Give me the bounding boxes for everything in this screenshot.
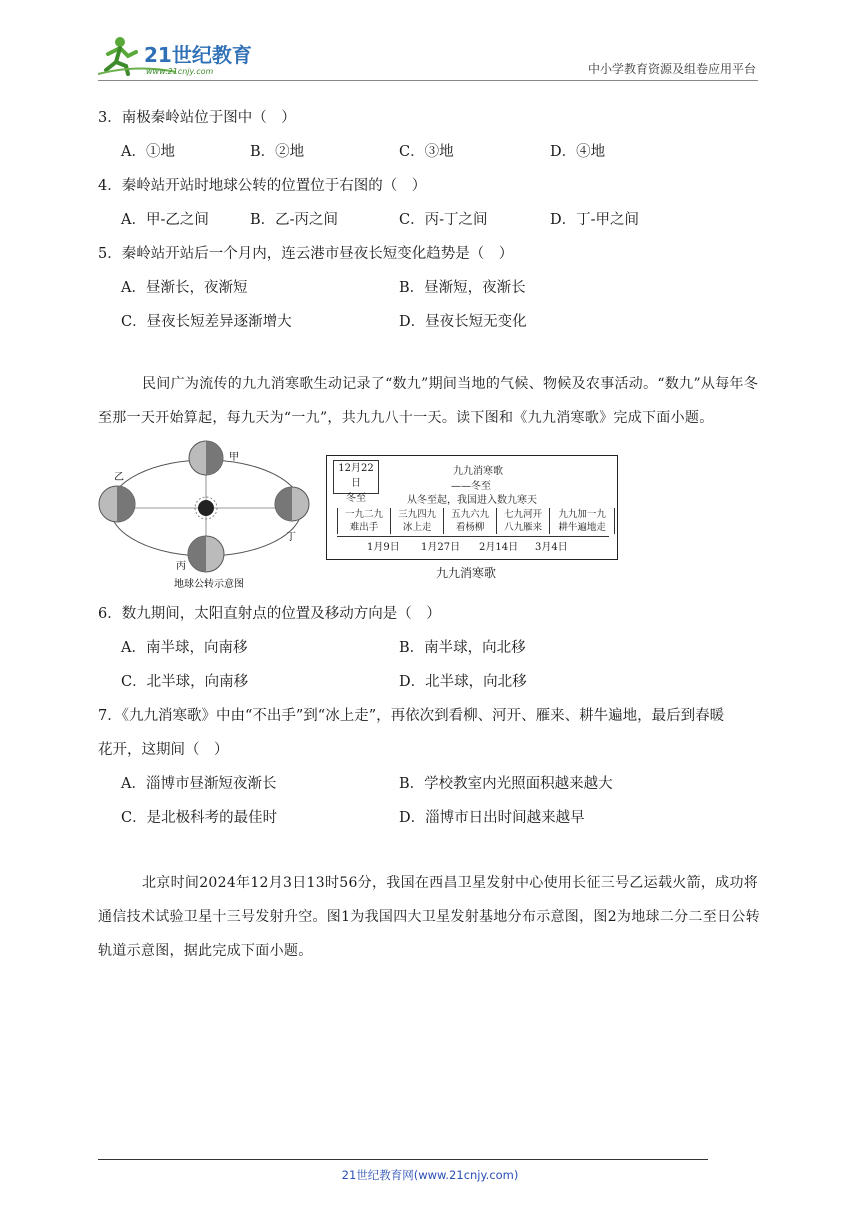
- q7-option-a: A．淄博市昼渐短夜渐长: [121, 776, 277, 792]
- song-cell-1: 一九二九 难出手: [338, 508, 391, 534]
- date-box: [333, 460, 379, 504]
- q5-option-a: A．昼渐长，夜渐短: [121, 280, 248, 296]
- song-timeline: [337, 536, 609, 537]
- q5-option-c: C．昼夜长短差异逐渐增大: [121, 314, 292, 330]
- orbit-caption: 地球公转示意图: [174, 579, 244, 590]
- song-date-4: 3月4日: [535, 542, 568, 553]
- passage-nine-nine: 民间广为流传的九九消寒歌生动记录了“数九”期间当地的气候、物候及农事活动。“数九”从每年冬至那一天开始算起，每九天为“一九”，共九九八十一天。读下图和《九九消寒歌》完成下面小题。: [98, 376, 759, 426]
- earth-top: [189, 441, 223, 475]
- song-subtitle: ——冬至: [451, 481, 491, 492]
- q6-option-b: B．南半球，向北移: [399, 640, 526, 656]
- q5-stem: 5．秦岭站开站后一个月内，连云港市昼夜长短变化趋势是（ ）: [98, 246, 514, 262]
- song-note: 从冬至起，我国进入数九寒天: [407, 495, 537, 506]
- passage-launch: 北京时间2024年12月3日13时56分，我国在西昌卫星发射中心使用长征三号乙运载火箭，成功将通信技术试验卫星十三号发射升空。图1为我国四大卫星发射基地分布示意图，图2为地球二分二至日公转轨道示意图，据此完成下面小题。: [98, 875, 760, 959]
- q6-stem: 6．数九期间，太阳直射点的位置及移动方向是（ ）: [98, 606, 441, 622]
- q6-option-c: C．北半球，向南移: [121, 674, 249, 690]
- q4-stem: 4．秦岭站开站时地球公转的位置位于右图的（ ）: [98, 178, 427, 194]
- song-cell-3: 五九六九 看杨柳: [444, 508, 497, 534]
- song-cell-2: 三九四九 冰上走: [391, 508, 444, 534]
- q6-option-d: D．北半球，向北移: [399, 674, 527, 690]
- q3-option-b: B．②地: [250, 144, 305, 160]
- q4-option-c: C．丙-丁之间: [399, 212, 488, 228]
- song-caption: 九九消寒歌: [436, 566, 497, 580]
- q3-option-a: A．①地: [121, 144, 175, 160]
- q4-option-d: D．丁-甲之间: [550, 212, 640, 228]
- q4-option-a: A．甲-乙之间: [121, 212, 209, 228]
- q5-option-d: D．昼夜长短无变化: [399, 314, 527, 330]
- earth-right: [275, 487, 309, 521]
- song-cell-4: 七九河开 八九雁来: [497, 508, 550, 534]
- q7-option-d: D．淄博市日出时间越来越早: [399, 810, 585, 826]
- header-divider: [98, 80, 758, 81]
- label-yi: 乙: [114, 472, 124, 483]
- q7-option-b: B．学校教室内光照面积越来越大: [399, 776, 613, 792]
- song-cells-row: [337, 508, 617, 534]
- q5-option-b: B．昼渐短，夜渐长: [399, 280, 526, 296]
- q6-option-a: A．南半球，向南移: [121, 640, 248, 656]
- q4-option-b: B．乙-丙之间: [250, 212, 339, 228]
- footer-divider: [98, 1159, 708, 1160]
- date-box-date: 12月22日: [338, 463, 374, 489]
- logo-text: 21世纪教育: [144, 43, 252, 67]
- earth-bottom: [188, 536, 224, 572]
- q7-stem-line1: 7．《九九消寒歌》中由“不出手”到“冰上走”，再依次到看柳、河开、雁来、耕牛遍地，最后到春暖: [98, 708, 725, 724]
- q3-option-c: C．③地: [399, 144, 454, 160]
- q3-option-d: D．④地: [550, 144, 606, 160]
- date-box-term: 冬至: [346, 493, 366, 504]
- song-date-3: 2月14日: [479, 542, 519, 553]
- song-title: 九九消寒歌: [453, 466, 503, 477]
- earth-left: [99, 486, 135, 522]
- label-jia: 甲: [229, 452, 239, 463]
- q3-stem: 3．南极秦岭站位于图中（ ）: [98, 110, 296, 126]
- song-date-2: 1月27日: [421, 542, 461, 553]
- earth-orbit-figure: [96, 438, 312, 590]
- song-cell-5: 九九加一九 耕牛遍地走: [550, 508, 615, 534]
- header-platform-text: 中小学教育资源及组卷应用平台: [587, 62, 756, 76]
- label-bing: 丙: [176, 561, 186, 572]
- song-figure-box: [326, 455, 618, 560]
- label-ding: 丁: [286, 532, 296, 543]
- footer-link[interactable]: 21世纪教育网(www.21cnjy.com): [341, 1168, 519, 1182]
- q7-stem-line2: 花开，这期间（ ）: [98, 742, 229, 758]
- logo-url: www.21cnjy.com: [146, 67, 214, 76]
- song-date-1: 1月9日: [367, 542, 400, 553]
- q7-option-c: C．是北极科考的最佳时: [121, 810, 278, 826]
- site-logo: [98, 34, 258, 78]
